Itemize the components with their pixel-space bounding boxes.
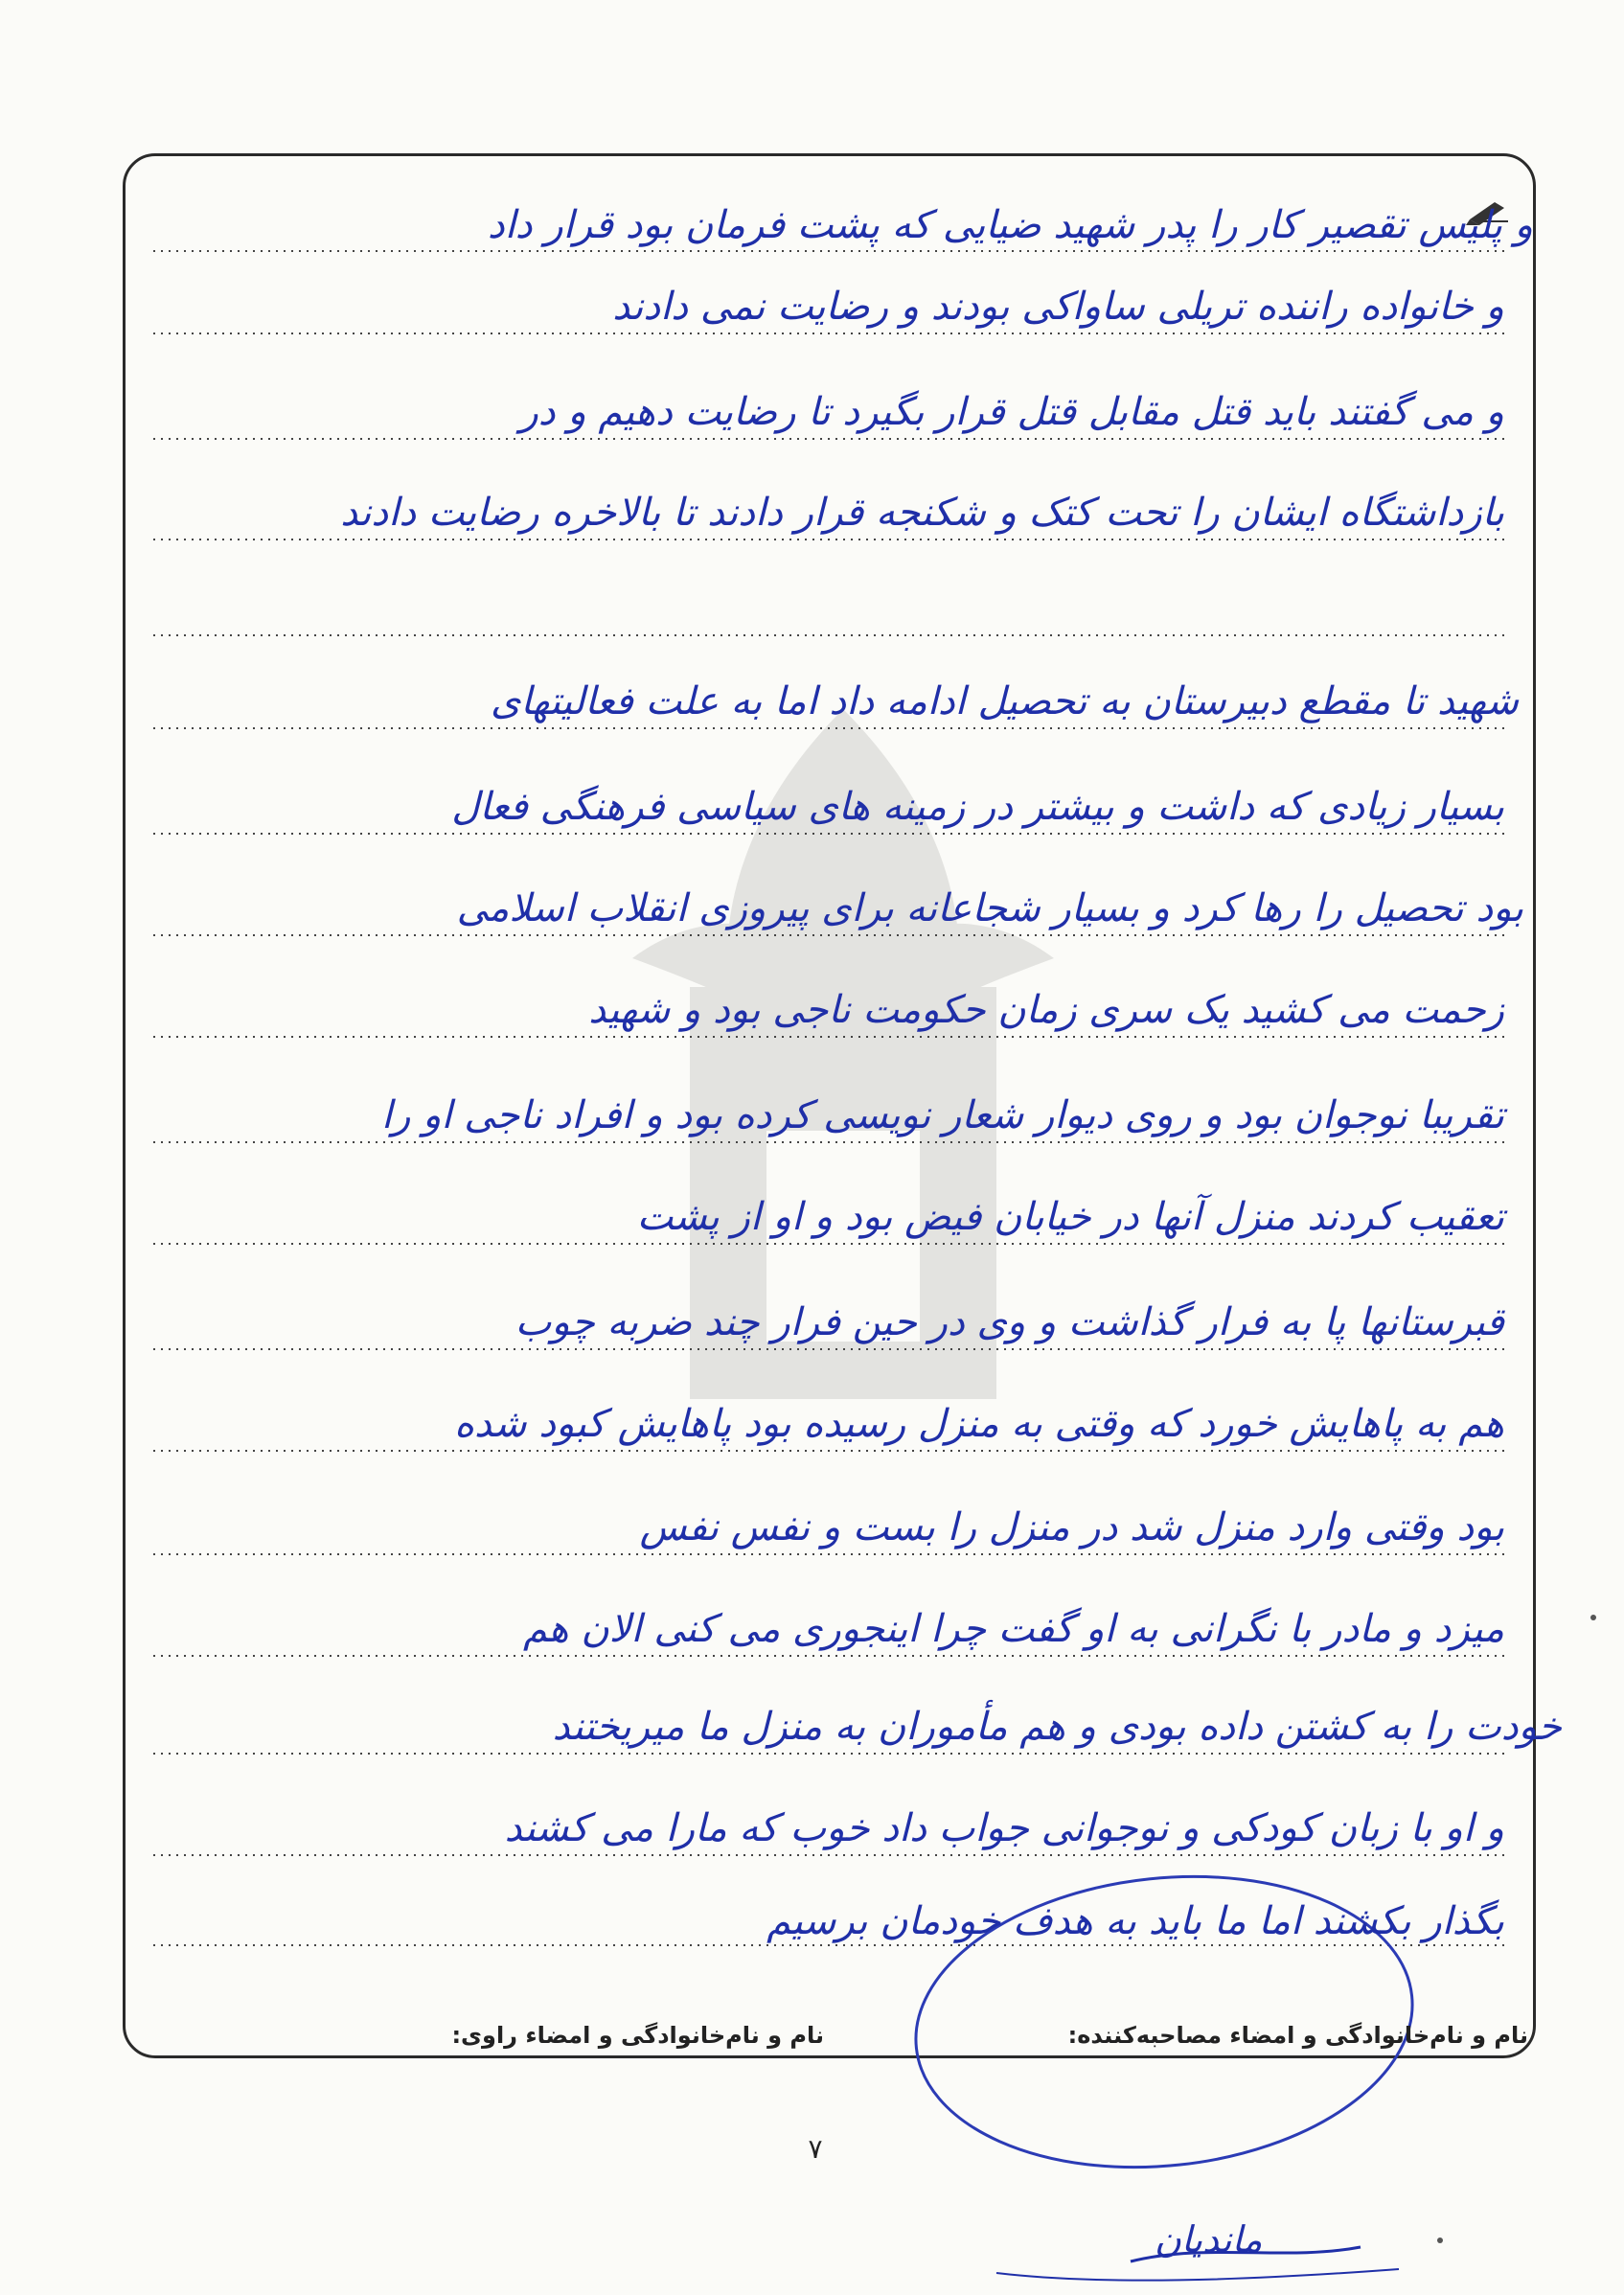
handwritten-line: خودت را به کشتن داده بودی و هم مأموران به منزل ما میریختند xyxy=(552,1705,1562,1749)
handwritten-line: میزد و مادر با نگرانی به او گفت چرا اینجوری می کنی الان هم xyxy=(522,1607,1504,1651)
handwritten-line: و او با زبان کودکی و نوجوانی جواب داد خوب که مارا می کشند xyxy=(504,1806,1504,1850)
handwritten-line: بسیار زیادی که داشت و بیشتر در زمینه های سیاسی فرهنگی فعال xyxy=(451,785,1504,829)
handwritten-line: بود تحصیل را رها کرد و بسیار شجاعانه برای پیروزی انقلاب اسلامی xyxy=(456,886,1523,930)
handwritten-line: بگذار بکشند اما ما باید به هدف خودمان برسیم xyxy=(766,1899,1504,1943)
handwritten-line: تعقیب کردند منزل آنها در خیابان فیض بود و او از پشت xyxy=(636,1195,1504,1239)
handwritten-line: بازداشتگاه ایشان را تحت کتک و شکنجه قرار دادند تا بالاخره رضایت دادند xyxy=(340,491,1504,535)
handwritten-line: بود وقتی وارد منزل شد در منزل را بست و نفس نفس xyxy=(639,1505,1504,1549)
handwritten-line: و پلیس تقصیر کار را پدر شهید ضیایی که پشت فرمان بود قرار داد xyxy=(487,203,1533,247)
handwritten-line: قبرستانها پا به فرار گذاشت و وی در حین فرار چند ضربه چوب xyxy=(515,1300,1504,1344)
handwritten-line: زحمت می کشید یک سری زمان حکومت ناجی بود و شهید xyxy=(588,988,1504,1032)
narrator-label: نام و نام‌خانوادگی و امضاء راوی: xyxy=(451,2022,824,2049)
handwritten-line: تقریبا نوجوان بود و روی دیوار شعار نویسی کرده بود و افراد ناجی او را xyxy=(381,1093,1504,1137)
handwritten-line: شهید تا مقطع دبیرستان به تحصیل ادامه داد اما به علت فعالیتهای xyxy=(491,679,1519,723)
page-number: ۷ xyxy=(808,2133,823,2165)
margin-mark xyxy=(1590,1615,1596,1620)
interviewer-label: نام و نام‌خانوادگی و امضاء مصاحبه‌کننده: xyxy=(1067,2022,1528,2049)
margin-mark xyxy=(1437,2238,1443,2243)
handwritten-line: و می گفتند باید قتل مقابل قتل قرار بگیرد تا رضایت دهیم و در xyxy=(519,390,1504,434)
handwritten-line: و خانواده راننده تریلی ساواکی بودند و رضایت نمی دادند xyxy=(612,285,1504,329)
signature: ماندیان xyxy=(1155,2218,1263,2261)
handwritten-line: هم به پاهایش خورد که وقتی به منزل رسیده بود پاهایش کبود شده xyxy=(454,1402,1504,1446)
